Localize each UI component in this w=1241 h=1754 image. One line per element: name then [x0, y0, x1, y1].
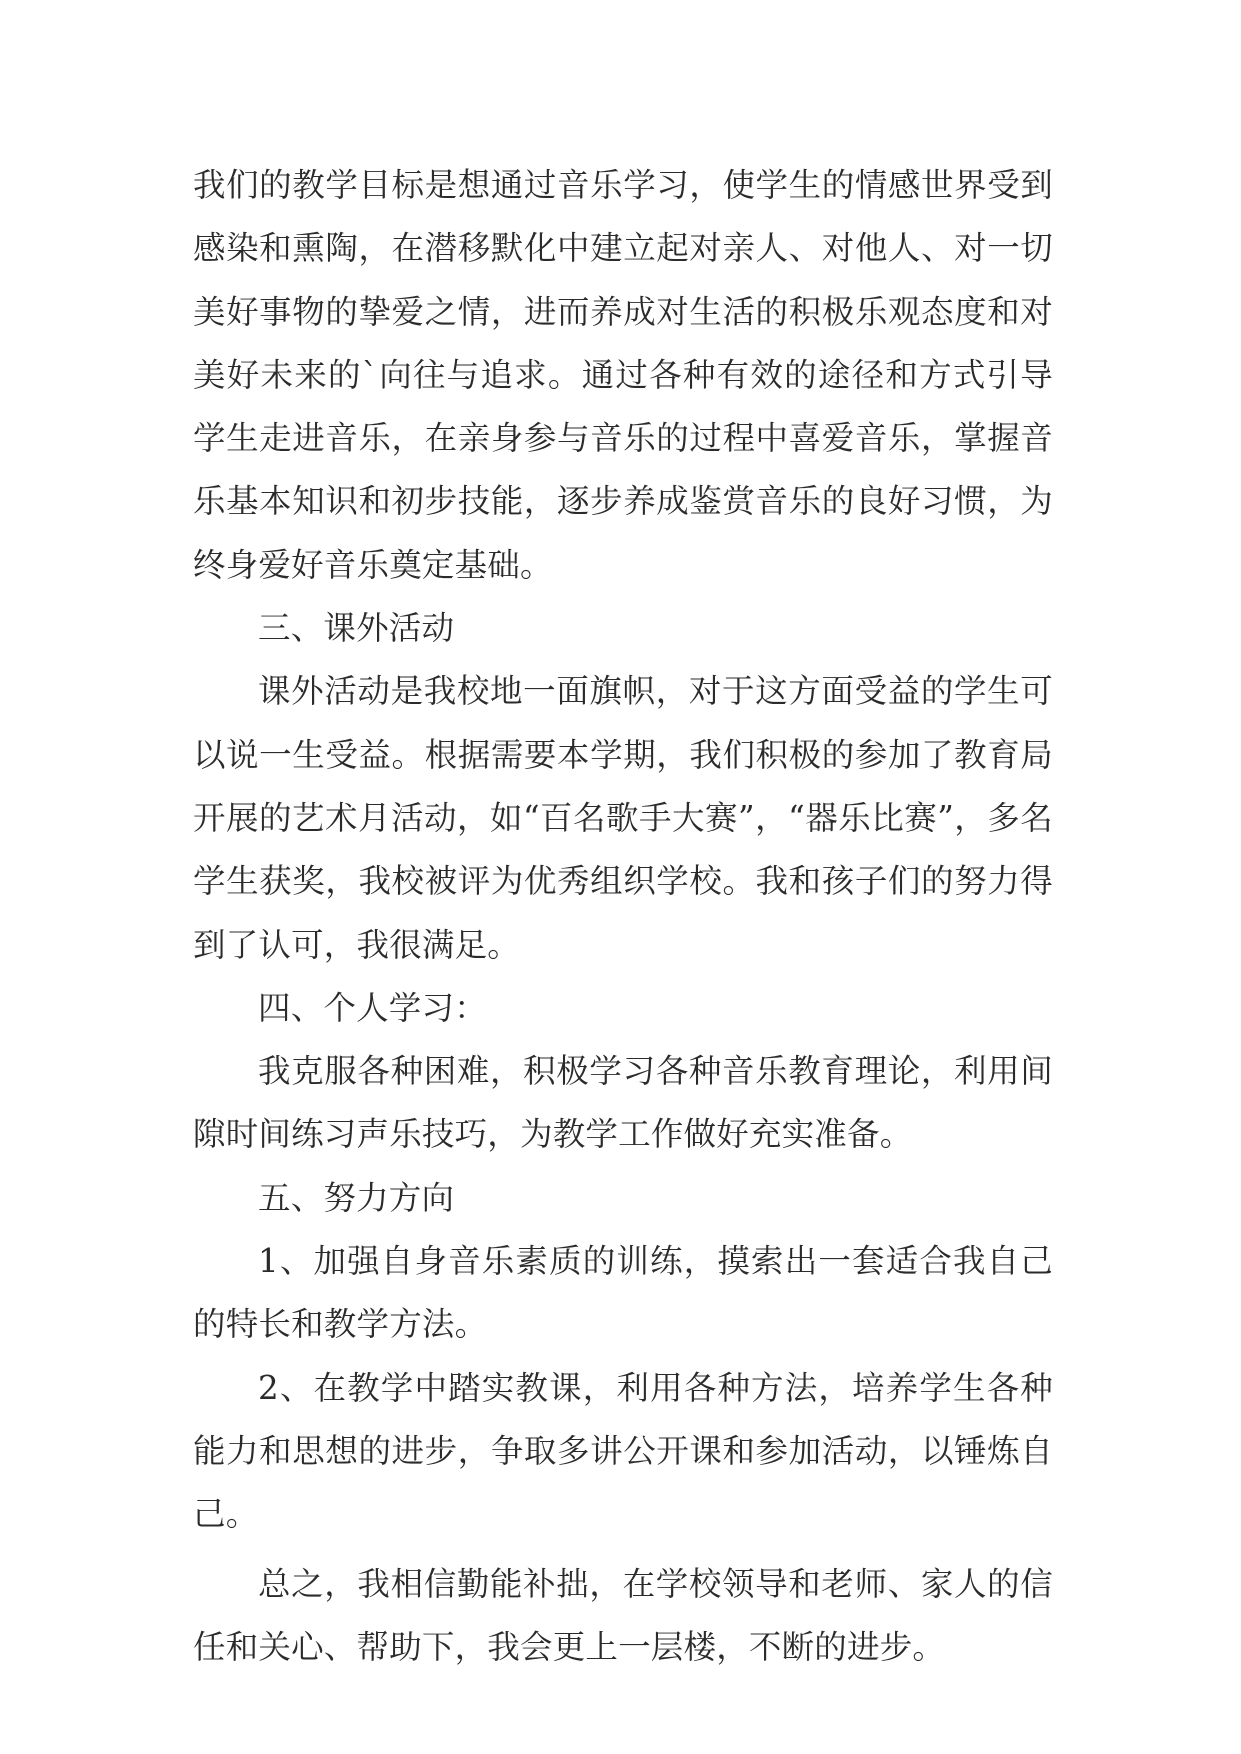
heading-personal-study: 四、个人学习：: [258, 988, 487, 1027]
paragraph-extracurricular: 课外活动是我校地一面旗帜，对于这方面受益的学生可以说一生受益。根据需要本学期，我们积极的参加了教育局开展的艺术月活动，如“百名歌手大赛”，“器乐比赛”，多名学生获奖，我校被评为优秀组织学校。我和孩子们的努力得到了认可，我很满足。: [193, 672, 1053, 964]
heading-future-direction: 五、努力方向: [258, 1178, 455, 1217]
paragraph-personal-study: 我克服各种困难，积极学习各种音乐教育理论，利用间隙时间练习声乐技巧，为教学工作做好充实准备。: [193, 1052, 1053, 1154]
paragraph-teaching-goals: 我们的教学目标是想通过音乐学习，使学生的情感世界受到感染和熏陶，在潜移默化中建立起对亲人、对他人、对一切美好事物的挚爱之情，进而养成对生活的积极乐观态度和对美好未来的`向往与追求。通过各种有效的途径和方式引导学生走进音乐，在亲身参与音乐的过程中喜爱音乐，掌握音乐基本知识和初步技能，逐步养成鉴赏音乐的良好习惯，为终身爱好音乐奠定基础。: [193, 166, 1053, 584]
paragraph-direction-item-1: 1、加强自身音乐素质的训练，摸索出一套适合我自己的特长和教学方法。: [193, 1242, 1053, 1344]
document-body: [193, 154, 1053, 1679]
paragraph-direction-item-2: 2、在教学中踏实教课，利用各种方法，培养学生各种能力和思想的进步，争取多讲公开课和参加活动，以锤炼自己。: [193, 1368, 1053, 1534]
paragraph-conclusion: 总之，我相信勤能补拙，在学校领导和老师、家人的信任和关心、帮助下，我会更上一层楼，不断的进步。: [193, 1564, 1053, 1666]
heading-extracurricular: 三、课外活动: [258, 609, 455, 648]
